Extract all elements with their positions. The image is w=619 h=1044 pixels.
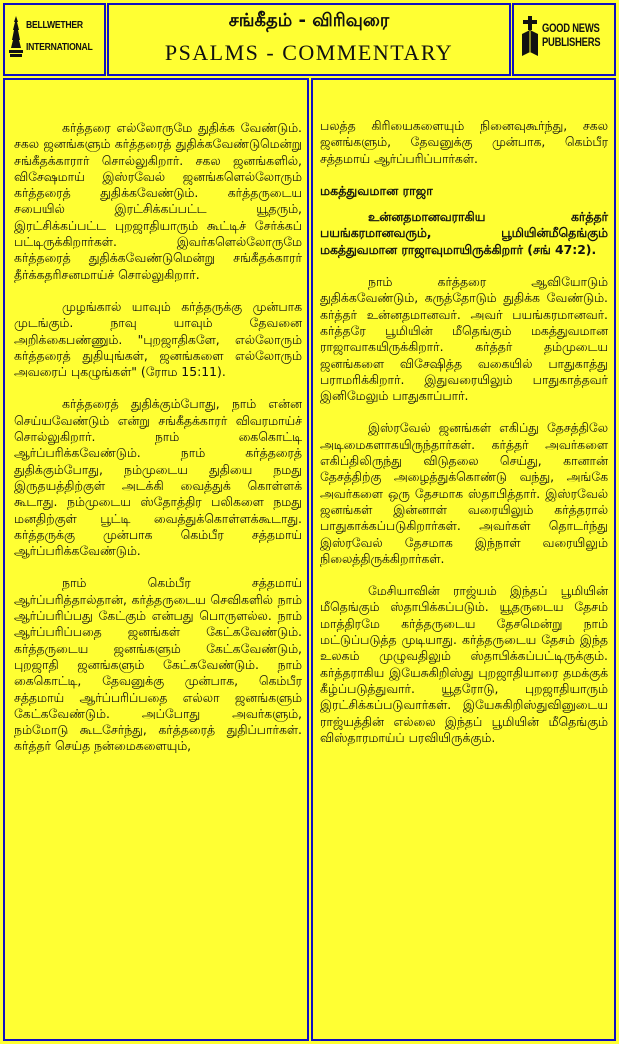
right-paragraph-1: நாம் கர்த்தரை ஆவியோடும் துதிக்கவேண்டும், கருத்தோடும் துதிக்க வேண்டும். கர்த்தர் உன்னதமானவர். அவர் பயங்கரமானவர். கர்த்தரே பூமியின் மீதெங்கும் மகத்துவமான ராஜாவாகயிருக்கிறார். கர்த்தர் தம்முடைய ஜனங்களை விசேஷித்த வகையில் பாதுகாத்து பராமரிக்கிறார். இதுவரையிலும் பாதுகாத்தவர் இனிமேலும் பாதுகாப்பார். <box>320 274 608 404</box>
left-paragraph-2: முழங்கால் யாவும் கர்த்தருக்கு முன்பாக முடங்கும். நாவு யாவும் தேவனை அறிக்கைபண்ணும். "புறஜாதிகளே, எல்லோரும் கர்த்தரைத் துதியுங்கள், ஜனங்களை எல்லோரும் அவரைப் புகழுங்கள்" (ரோம 15:11). <box>14 298 302 380</box>
good-news-logo-icon <box>520 14 540 58</box>
right-continuation-paragraph: பலத்த கிரியைகளையும் நினைவுகூர்ந்து, சகல ஜனங்களும், தேவனுக்கு முன்பாக, கெம்பீர சத்தமாய் ஆர்ப்பரிப்பார்கள். <box>320 118 608 166</box>
right-paragraph-2: இஸ்ரவேல் ஜனங்கள் எகிப்து தேசத்திலே அடிமைகளாகயிருந்தார்கள். கர்த்தர் அவர்களை எகிப்திலிருந்து விடுதலை செய்து, கானான் தேசத்திற்கு அழைத்துக்கொண்டு வந்து, அங்கே அவர்களை ஒரு தேசமாக ஸ்தாபித்தார். இஸ்ரவேல் ஜனங்கள் இன்னாள் வரையிலும் கர்த்தரால் பாதுகாக்கப்படுகிறார்கள். அவர்கள் தொடர்ந்து இஸ்ரவேல் தேசமாக இந்நாள் வரையிலும் நிலைத்திருக்கிறார்கள். <box>320 420 608 566</box>
page-title-english: PSALMS - COMMENTARY <box>164 40 454 65</box>
bellwether-logo-icon <box>8 14 24 58</box>
bellwether-logo-line2: INTERNATIONAL <box>26 41 93 53</box>
good-news-logo-line1: GOOD NEWS <box>542 23 600 35</box>
verse-quote: உன்னதமானவராகிய கர்த்தர் பயங்கரமானவரும், பூமியின்மீதெங்கும் மகத்துவமான ராஜாவுமாயிருக்கிறார் (சங் 47:2). <box>320 209 608 257</box>
left-paragraph-1: கர்த்தரை எல்லோருமே துதிக்க வேண்டும். சகல ஜனங்களும் கர்த்தரைத் துதிக்கவேண்டுமென்று சங்கீதக்காரார் சொல்லுகிறார். சகல ஜனங்களில், விசேஷமாய் இஸ்ரவேல் ஜனங்களெல்லோரும் கர்த்தரைத் துதிக்கவேண்டும். கர்த்தருடைய சபையில் இரட்சிக்கப்பட்ட யூதரும், இரட்சிக்கப்பட்ட புறஜாதியாரும் கூட்டிச் சேர்க்கப் பட்டிருக்கிறார்கள். இவர்களெல்லோருமே கர்த்தரைத் துதிக்கவேண்டுமென்று சங்கீதக்காரர் தீர்க்கதரிசனமாய்ச் சொல்லுகிறார். <box>14 120 302 282</box>
left-column-text <box>14 120 302 771</box>
bellwether-logo-line1: BELLWETHER <box>26 19 83 31</box>
page-title-tamil: சங்கீதம் - விரிவுரை <box>228 10 390 31</box>
section-heading: மகத்துவமான ராஜா <box>320 182 433 198</box>
bellwether-logo <box>8 14 107 58</box>
good-news-logo-line2: PUBLISHERS <box>542 37 601 49</box>
right-column-text <box>320 118 608 762</box>
right-paragraph-3: மேசியாவின் ராஜ்யம் இந்தப் பூமியின் மீதெங்கும் ஸ்தாபிக்கப்படும். யூதருடைய தேசம் மாத்திரமே கர்த்தருடைய தேசமென்று நாம் மட்டுப்படுத்த முடியாது. கர்த்தருடைய தேசம் இந்த உலகம் முழுவதிலும் ஸ்தாபிக்கப்பட்டிருக்கும். கர்த்தராகிய இயேசுகிறிஸ்து புறஜாதியாரை தமக்குக் கீழ்ப்படுத்துவார். யூதரோடு, புறஜாதியாரும் இரட்சிக்கப்படுவார்கள். இயேசுகிறிஸ்துவினுடைய ராஜ்யத்தின் எல்லை இந்தப் பூமியின் மீதெங்கும் விஸ்தாரமாய்ப் பரவியிருக்கும். <box>320 583 608 745</box>
left-paragraph-4: நாம் கெம்பீர சத்தமாய் ஆர்ப்பரித்தால்தான், கர்த்தருடைய செவிகளில் நாம் ஆர்ப்பரிப்பது கேட்கும் என்பது பொருளல்ல. நாம் ஆர்ப்பரிப்பதை ஜனங்கள் கேட்கவேண்டும். கர்த்தருடைய ஜனங்களும் கேட்கவேண்டும், புறஜாதி ஜனங்களும் கேட்கவேண்டும். நாம் கைகொட்டி, தேவனுக்கு முன்பாக, கெம்பீர சத்தமாய் ஆர்ப்பரிப்பதை எல்லா ஜனங்களும் கேட்கவேண்டும். அப்போது அவர்களும், நம்மோடு கூடசேர்ந்து, கர்த்தரைத் துதிப்பார்கள். கர்த்தர் செய்த நன்மைகளையும், <box>14 575 302 754</box>
good-news-logo <box>520 14 613 58</box>
left-paragraph-3: கர்த்தரைத் துதிக்கும்போது, நாம் என்ன செய்யவேண்டும் என்று சங்கீதக்காரர் விவரமாய்ச் சொல்லுகிறார். நாம் கைகொட்டி ஆர்ப்பரிக்கவேண்டும். நாம் கர்த்தரைத் துதிக்கும்போது, நம்முடைய துதியை நமது இருதயத்திற்குள் அடக்கி வைத்துக் கொள்ளக் கூடாது. நம்முடைய ஸ்தோத்திர பலிகளை நமது மனதிற்குள் பூட்டி வைத்துக்கொள்ளக்கூடாது. கர்த்தருக்கு முன்பாக கெம்பீர சத்தமாய் ஆர்ப்பரிக்கவேண்டும். <box>14 396 302 559</box>
